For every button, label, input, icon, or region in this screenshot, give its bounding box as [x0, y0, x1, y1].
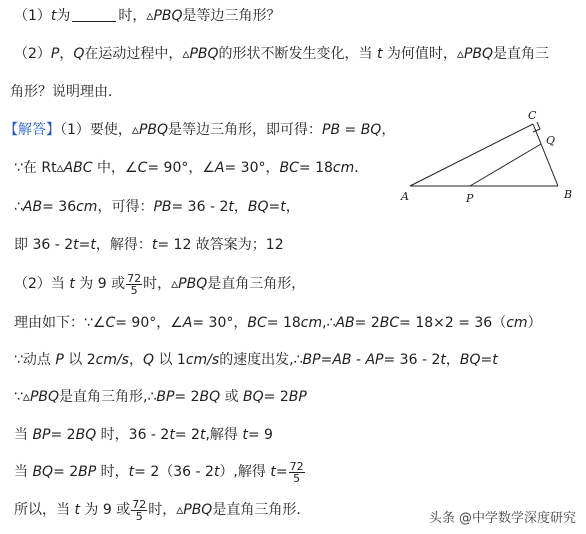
- answer-1-derive: ∴AB= 36cm，可得：PB= 36 - 2t，BQ=t，: [14, 199, 300, 215]
- answer-2-reason: 理由如下：∵∠C= 90°，∠A= 30°，BC= 18cm,∴AB= 2BC= 18×2 = 36（cm）: [14, 315, 542, 331]
- answer-2-case-1: 当 BP= 2BQ 时，36 - 2t= 2t,解得 t= 9: [14, 427, 273, 443]
- question-1: （1）t为 时，▵PBQ是等边三角形？: [14, 8, 281, 24]
- fraction: $\frac{72}{5}$: [132, 497, 147, 523]
- label-b: B: [564, 188, 573, 201]
- label-q: Q: [546, 134, 556, 147]
- answer-1-solve: 即 36 - 2t=t，解得：t= 12 故答案为；12: [14, 237, 284, 253]
- answer-2-conclusion: （2）当 t 为 9 或 $\frac{72}{5}$ 时，▵PBQ是直角三角形，: [14, 271, 306, 297]
- question-2-line-1: （2）P，Q在运动过程中，▵PBQ的形状不断发生变化，当 t 为何值时，▵PBQ是直角三: [14, 46, 550, 62]
- answer-2-motion: ∵动点 P 以 2cm/s，Q 以 1cm/s的速度出发,∴BP=AB - AP= 36 - 2t，BQ=t: [14, 352, 498, 368]
- question-2-line-2: 角形？说明理由．: [10, 84, 122, 100]
- label-p: P: [466, 192, 474, 205]
- watermark: 头条 @中学数学深度研究: [428, 511, 576, 526]
- label-c: C: [528, 109, 537, 122]
- answer-tag: 【解答】: [4, 122, 60, 138]
- answer-1-given: ∵在 Rt▵ABC 中，∠C= 90°，∠A= 30°，BC= 18cm．: [14, 160, 369, 176]
- answer-2-case-2: 当 BQ= 2BP 时，t= 2（36 - 2t）,解得 t= $\frac{72}{5}$: [14, 459, 304, 485]
- label-a: A: [401, 190, 409, 203]
- answer-1-intro: 【解答】（1）要使，▵PBQ是等边三角形，即可得：PB = BQ，: [4, 122, 396, 138]
- answer-2-final: 所以，当 t 为 9 或 $\frac{72}{5}$ 时，▵PBQ是直角三角形．: [14, 497, 311, 523]
- fraction: $\frac{72}{5}$: [127, 271, 142, 297]
- fraction: $\frac{72}{5}$: [289, 459, 304, 485]
- segment-ac: [410, 124, 533, 186]
- answer-2-cases: ∵▵PBQ是直角三角形,∴BP= 2BQ 或 BQ= 2BP: [14, 389, 307, 405]
